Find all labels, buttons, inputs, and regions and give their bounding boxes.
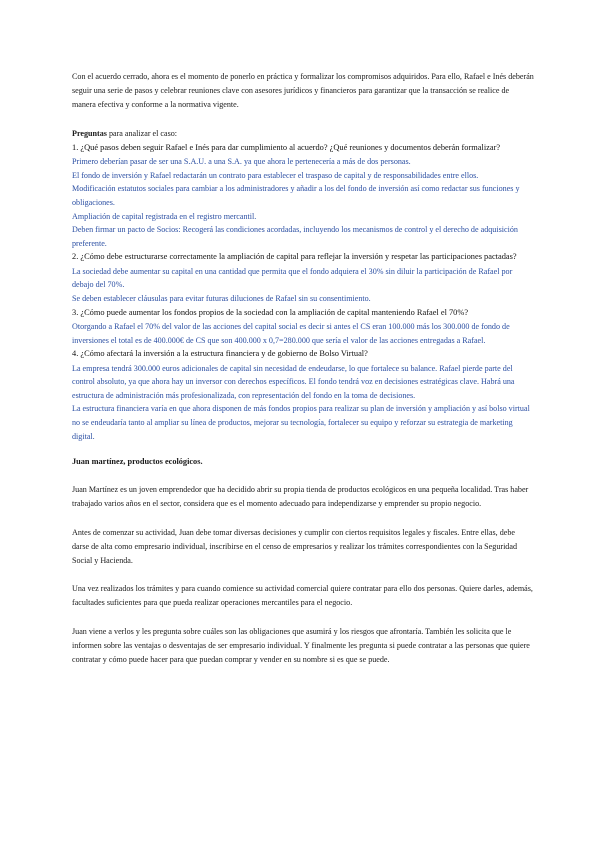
answer-1-line: Primero deberían pasar de ser una S.A.U. a una S.A. ya que ahora le pertenecería a más de dos personas.: [72, 157, 411, 167]
case-paragraph: Juan Martínez es un joven emprendedor que ha decidido abrir su propia tienda de productos ecológicos en una pequeña localidad. Tras haber trabajado varios años en el sector, considera que es el momento adecuado para independizarse y emprender su propio negocio.: [72, 485, 529, 509]
answer-3-line: Otorgando a Rafael el 70% del valor de las acciones del capital social es decir si antes el CS eran 100.000 más los 300.000 de fondo de inversiones el total es de 400.000€ de CS que son 400.000 x 0,7=280.000 que sería el valor de las acciones entregadas a Rafael.: [72, 321, 510, 345]
question-3: 3. ¿Cómo puede aumentar los fondos propios de la sociedad con la ampliación de capital manteniendo Rafael el 70%?: [72, 307, 469, 317]
answer-4-line: La estructura financiera varía en que ahora disponen de más fondos propios para realizar su plan de inversión y ampliación y así bolso virtual no se endeudaría tanto al ampliar su línea de productos, mejorar su tecnología, fortalecer su equipo y reforzar su estrategia de marketing digital.: [72, 404, 530, 441]
answer-1-line: Ampliación de capital registrada en el registro mercantil.: [72, 211, 257, 221]
answer-1-line: El fondo de inversión y Rafael redactarán un contrato para establecer el traspaso de capital y de responsabilidades entre ellos.: [72, 170, 479, 180]
answer-2-line: La sociedad debe aumentar su capital en una cantidad que permita que el fondo adquiera el 30% sin diluir la participación de Rafael por debajo del 70%.: [72, 266, 513, 290]
question-1: 1. ¿Qué pasos deben seguir Rafael e Inés para dar cumplimiento al acuerdo? ¿Qué reuniones y documentos deberán formalizar?: [72, 142, 501, 152]
question-4: 4. ¿Cómo afectará la inversión a la estructura financiera y de gobierno de Bolso Virtual?: [72, 349, 368, 359]
case-title: Juan martínez, productos ecológicos.: [72, 457, 203, 467]
answer-2-line: Se deben establecer cláusulas para evitar futuras diluciones de Rafael sin su consentimiento.: [72, 293, 371, 303]
questions-heading: [72, 127, 534, 141]
intro-paragraph: Con el acuerdo cerrado, ahora es el momento de ponerlo en práctica y formalizar los compromisos adquiridos. Para ello, Rafael e Inés deberán seguir una serie de pasos y celebrar reuniones clave con asesores jurídicos y financieros para garantizar que la transacción se realice de manera efectiva y conforme a la normativa vigente.: [72, 72, 534, 110]
questions-label: Preguntas: [72, 128, 107, 138]
case-paragraph: Juan viene a verlos y les pregunta sobre cuáles son las obligaciones que asumirá y los riesgos que afrontaría. También les solicita que le informen sobre las ventajas o desventajas de ser empresario individual. Y finalmente les pregunta si puede contratar a las personas que quiere contratar y cómo puede hacer para que puedan comprar y vender en su nombre si es que se puede.: [72, 626, 530, 664]
case-paragraph: Antes de comenzar su actividad, Juan debe tomar diversas decisiones y cumplir con ciertos requisitos legales y fiscales. Entre ellas, debe darse de alta como empresario individual, inscribirse en el censo de empresarios y realizar los trámites correspondientes con la Seguridad Social y Hacienda.: [72, 527, 517, 565]
question-2: 2. ¿Cómo debe estructurarse correctamente la ampliación de capital para reflejar la inversión y respetar las participaciones pactadas?: [72, 252, 517, 262]
answer-1-line: Modificación estatutos sociales para cambiar a los administradores y añadir a los del fondo de inversión así como redactar sus funciones y obligaciones.: [72, 184, 520, 207]
answer-4-line: La empresa tendrá 300.000 euros adicionales de capital sin necesidad de endeudarse, lo que fortalece su balance. Rafael pierde parte del control absoluto, ya que ahora hay un inversor con derechos específicos. El fondo tendrá voz en decisiones estratégicas clave. Habrá una estructura de administración más profesionalizada, con representación del fondo en la toma de decisiones.: [72, 363, 515, 400]
questions-label-rest: para analizar el caso:: [106, 128, 178, 138]
answer-1-line: Deben firmar un pacto de Socios: Recogerá las condiciones acordadas, incluyendo los mecanismos de control y el derecho de adquisición preferente.: [72, 225, 518, 248]
document-page: [72, 70, 534, 667]
case-paragraph: Una vez realizados los trámites y para cuando comience su actividad comercial quiere contratar para ello dos personas. Quiere darles, además, facultades suficientes para que pueda realizar operaciones mercantiles para el negocio.: [72, 584, 533, 608]
